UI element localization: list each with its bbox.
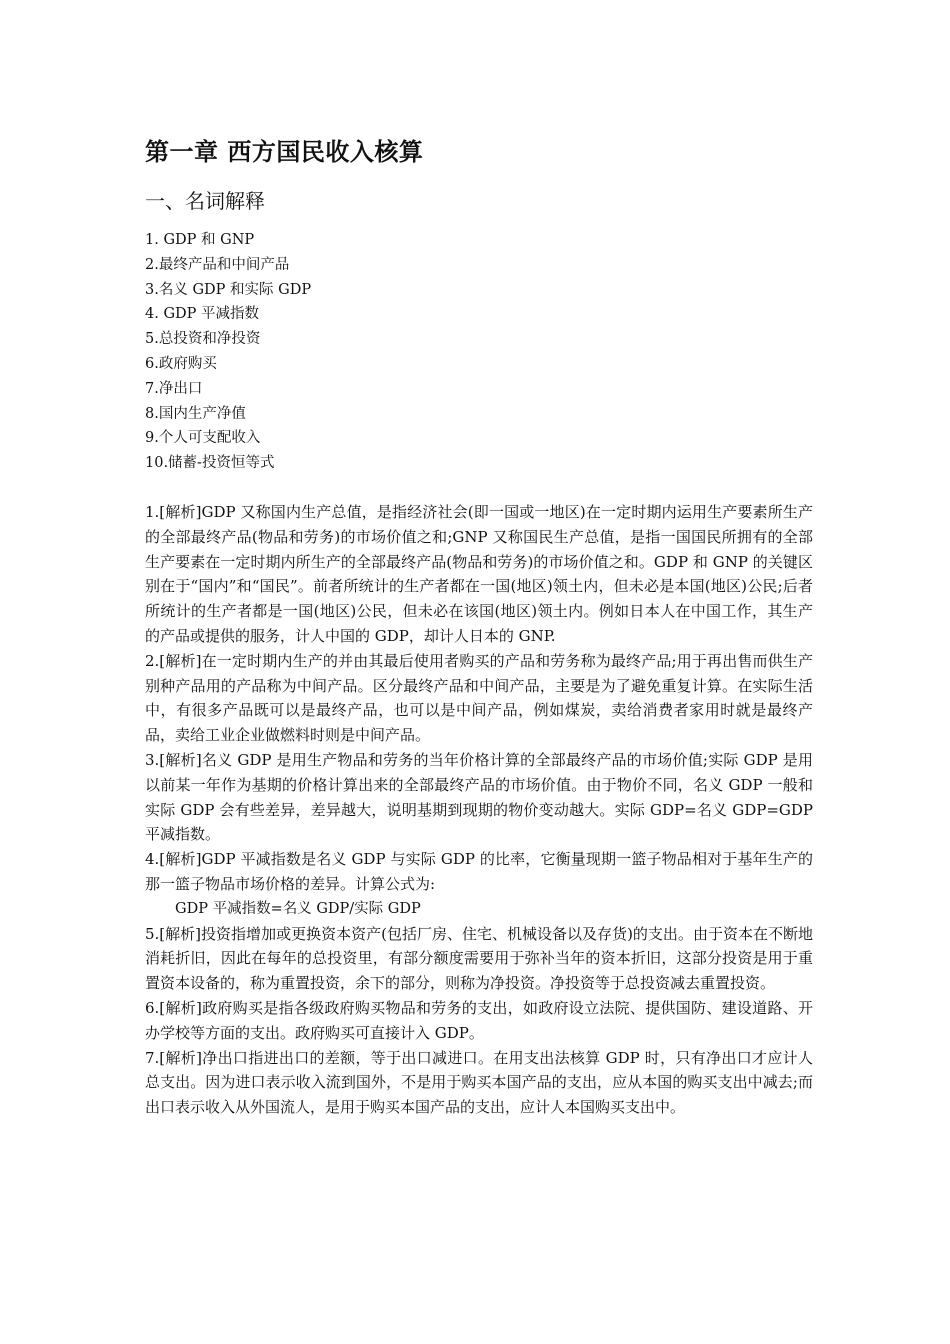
answer-paragraph-6: 6.[解析]政府购买是指各级政府购买物品和劳务的支出，如政府设立法院、提供国防、建设道路、开办学校等方面的支出。政府购买可直接计入 GDP。: [145, 998, 813, 1042]
chapter-title: 第一章 西方国民收入核算: [145, 138, 424, 166]
document-page: [145, 134, 813, 1120]
term-item: 4. GDP 平减指数: [145, 306, 260, 323]
term-list: [145, 228, 813, 476]
section-title: 一、名词解释: [145, 189, 265, 213]
answer-paragraph-3: 3.[解析]名义 GDP 是用生产物品和劳务的当年价格计算的全部最终产品的市场价值;实际 GDP 是用以前某一年作为基期的价格计算出来的全部最终产品的市场价值。由于物价不同，名义 GDP 一般和实际 GDP 会有些差异，差异越大，说明基期到现期的物价变动越大。实际 GDP=名义 GDP=GDP 平减指数。: [145, 750, 813, 844]
term-item: 5.总投资和净投资: [145, 331, 261, 348]
answer-paragraph-1: 1.[解析]GDP 又称国内生产总值，是指经济社会(即一国或一地区)在一定时期内运用生产要素所生产的全部最终产品(物品和劳务)的市场价值之和;GNP 又称国民生产总值，是指一国国民所拥有的全部生产要素在一定时期内所生产的全部最终产品(物品和劳务)的市场价值之和。GDP 和 GNP 的关键区别在于“国内”和“国民”。前者所统计的生产者都在一国(地区)领土内，但未必是本国(地区)公民;后者所统计的生产者都是一国(地区)公民，但未必在该国(地区)领土内。例如日本人在中国工作，其生产的产品或提供的服务，计人中国的 GDP，却计人日本的 GNP.: [145, 502, 813, 645]
spacer: [145, 476, 813, 500]
term-item: 9.个人可支配收入: [145, 430, 261, 447]
answer-paragraph-7: 7.[解析]净出口指进出口的差额，等于出口减进口。在用支出法核算 GDP 时，只有净出口才应计人总支出。因为进口表示收入流到国外，不是用于购买本国产品的支出，应从本国的购买支出中减去;而出口表示收入从外国流人，是用于购买本国产品的支出，应计人本国购买支出中。: [145, 1048, 813, 1117]
formula-line: GDP 平减指数=名义 GDP/实际 GDP: [175, 900, 421, 917]
term-item: 6.政府购买: [145, 355, 217, 372]
term-item: 3.名义 GDP 和实际 GDP: [145, 281, 312, 298]
answer-paragraph-2: 2.[解析]在一定时期内生产的并由其最后使用者购买的产品和劳务称为最终产品;用于再出售而供生产别种产品用的产品称为中间产品。区分最终产品和中间产品，主要是为了避免重复计算。在实际生活中，有很多产品既可以是最终产品，也可以是中间产品，例如煤炭，卖给消费者家用时就是最终产品，卖给工业企业做燃料时则是中间产品。: [145, 651, 813, 745]
term-item: 8.国内生产净值: [145, 405, 246, 422]
term-item: 2.最终产品和中间产品: [145, 256, 290, 273]
term-item: 7.净出口: [145, 380, 203, 397]
term-item: 1. GDP 和 GNP: [145, 232, 255, 248]
answer-paragraph-4: 4.[解析]GDP 平减指数是名义 GDP 与实际 GDP 的比率，它衡量现期一篮子物品相对于基年生产的那一篮子物品市场价格的差异。计算公式为:: [145, 850, 813, 893]
answer-paragraph-5: 5.[解析]投资指增加或更换资本资产(包括厂房、住宅、机械设备以及存货)的支出。由于资本在不断地消耗折旧，因此在每年的总投资里，有部分额度需要用于弥补当年的资本折旧，这部分投资是用于重置资本设备的，称为重置投资，余下的部分，则称为净投资。净投资等于总投资减去重置投资。: [145, 924, 813, 993]
term-item: 10.储蓄-投资恒等式: [145, 455, 275, 472]
